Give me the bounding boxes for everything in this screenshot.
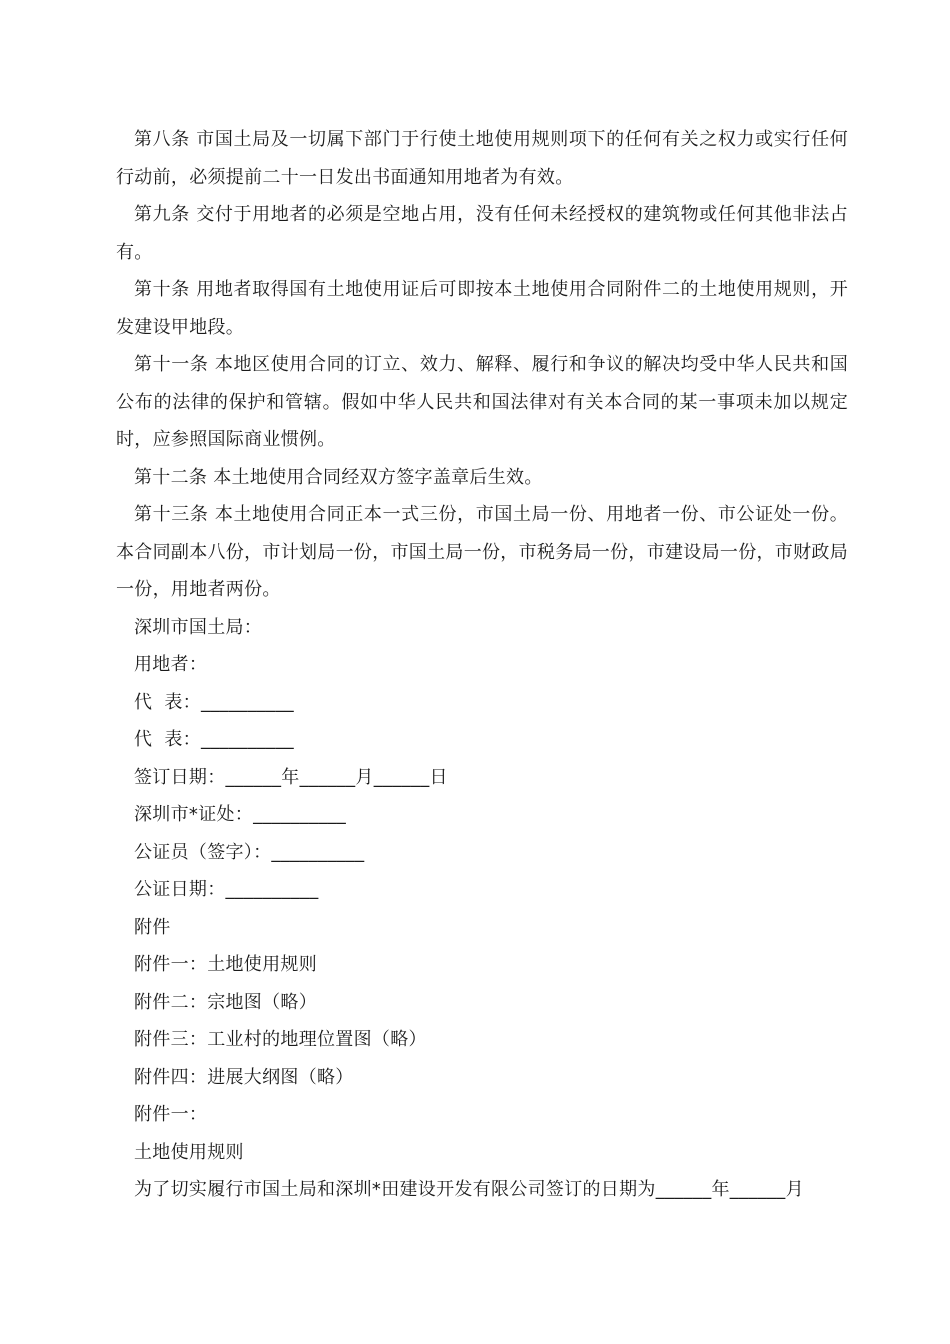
appendix-label: 附件一： xyxy=(134,1104,208,1125)
attachments-heading: 附件 xyxy=(134,916,171,938)
attachment-4: 附件四：进展大纲图（略） xyxy=(134,1066,354,1088)
notary-signature: 公证员（签字）：__________ xyxy=(134,841,365,863)
article-12: 第十二条 本土地使用合同经双方签字盖章后生效。 xyxy=(134,466,543,488)
signature-user: 用地者： xyxy=(134,654,208,675)
signing-date: 签订日期：______年______月______日 xyxy=(134,766,448,788)
signature-bureau: 深圳市国土局： xyxy=(134,616,263,638)
attachment-1: 附件一：土地使用规则 xyxy=(134,954,317,975)
article-11: 第十一条 本地区使用合同的订立、效力、解释、履行和争议的解决均受中华人民共和国公布的法律的保护和管辖。假如中华人民共和国法律对有关本合同的某一事项未加以规定时，应参照国际商业惯例。 xyxy=(116,354,848,450)
document-body xyxy=(116,121,848,1209)
attachment-2: 附件二：宗地图（略） xyxy=(134,991,317,1013)
article-8: 第八条 市国土局及一切属下部门于行使土地使用规则项下的任何有关之权力或实行任何行动前，必须提前二十一日发出书面通知用地者为有效。 xyxy=(116,129,848,188)
appendix-title: 土地使用规则 xyxy=(134,1141,244,1163)
article-10: 第十条 用地者取得国有土地使用证后可即按本土地使用合同附件二的土地使用规则，开发建设甲地段。 xyxy=(116,279,848,338)
signature-representative-1: 代 表：__________ xyxy=(134,691,294,713)
appendix-intro: 为了切实履行市国土局和深圳*田建设开发有限公司签订的日期为______年______月 xyxy=(134,1179,804,1200)
notary-date: 公证日期：__________ xyxy=(134,879,319,900)
notary-office: 深圳市*证处：__________ xyxy=(134,804,347,825)
attachment-3: 附件三：工业村的地理位置图（略） xyxy=(134,1029,427,1050)
article-13: 第十三条 本土地使用合同正本一式三份，市国土局一份、用地者一份、市公证处一份。本合同副本八份，市计划局一份，市国土局一份，市税务局一份，市建设局一份，市财政局一份，用地者两份。 xyxy=(116,504,848,600)
signature-representative-2: 代 表：__________ xyxy=(134,729,294,750)
article-9: 第九条 交付于用地者的必须是空地占用，没有任何未经授权的建筑物或任何其他非法占有。 xyxy=(116,204,848,263)
